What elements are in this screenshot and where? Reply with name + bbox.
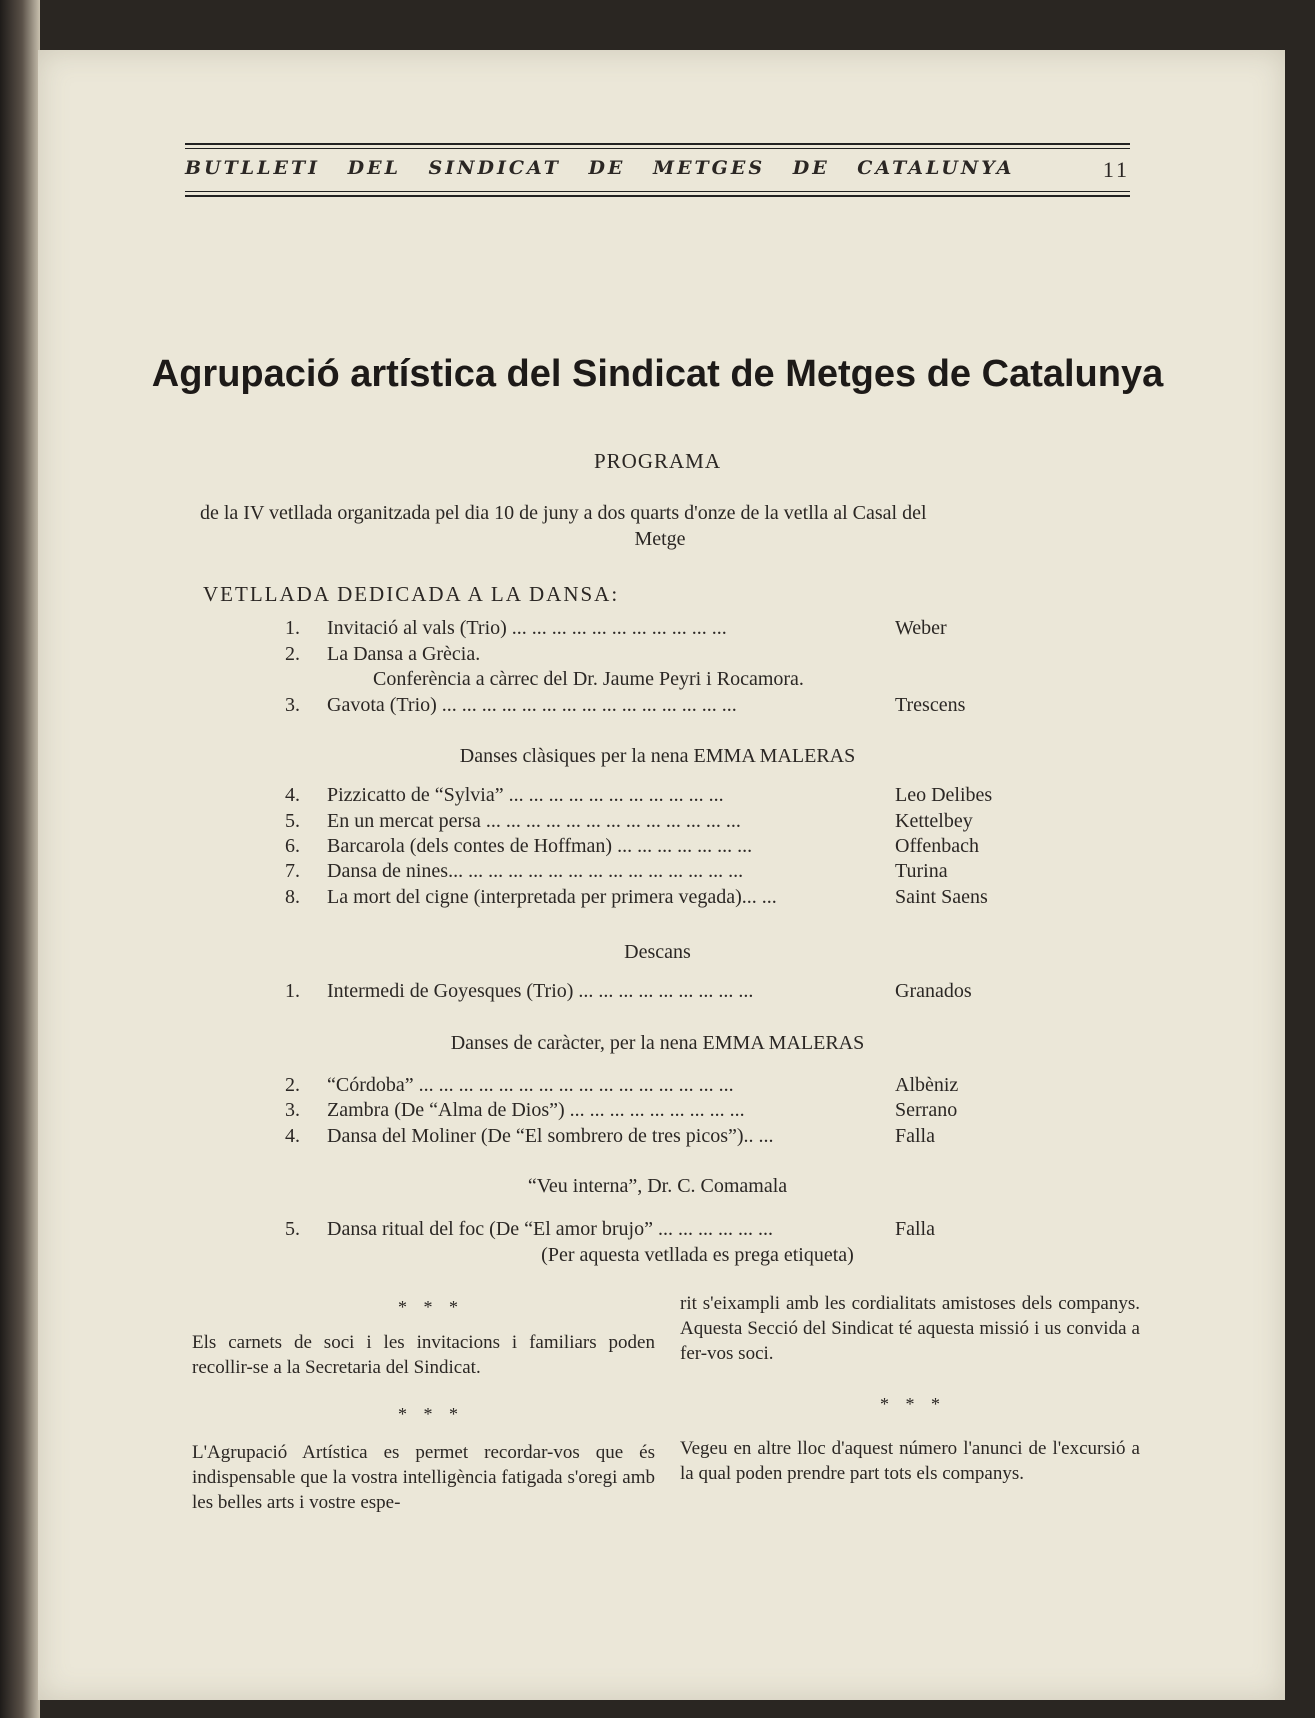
header-top-rule-thin <box>185 148 1130 149</box>
item-number: 2. <box>285 1074 300 1096</box>
item-title: “Córdoba” ... ... ... ... ... ... ... ... ... ... ... ... ... ... ... ... <box>327 1074 734 1096</box>
program-item-note <box>285 668 1045 694</box>
running-header <box>185 157 1130 187</box>
program-item <box>285 784 1045 810</box>
item-number: 4. <box>285 784 300 806</box>
item-title: Zambra (De “Alma de Dios”) ... ... ... ... ... ... ... ... ... <box>327 1099 745 1121</box>
item-title: Pizzicatto de “Sylvia” ... ... ... ... ... ... ... ... ... ... ... <box>327 784 724 806</box>
item-composer: Saint Saens <box>895 886 988 908</box>
item-number: 3. <box>285 1099 300 1121</box>
program-item <box>285 643 1045 669</box>
program-item <box>285 1099 1045 1125</box>
program-item <box>285 860 1045 886</box>
inner-voice-heading: “Veu interna”, Dr. C. Comamala <box>527 1175 788 1197</box>
program-item <box>285 1074 1045 1100</box>
dress-code-note: (Per aquesta vetllada es prega etiqueta) <box>541 1244 854 1266</box>
item-composer: Offenbach <box>895 835 980 857</box>
arts-paragraph: L'Agrupació Artística es permet recordar-vos que és indispensable que la vostra intelligència fatigada s'oregi amb les belles arts i vostre espe- <box>192 1442 655 1513</box>
item-composer: Serrano <box>895 1099 958 1121</box>
arts-paragraph-continued: rit s'eixampli amb les cordialitats amistoses dels companys. Aquesta Secció del Sindicat té aquesta missió i us convida a fer-vos soci. <box>680 1293 1140 1364</box>
item-number: 5. <box>285 1218 300 1240</box>
classic-dances-heading: Danses clàsiques per la nena EMMA MALERAS <box>459 745 856 767</box>
item-composer: Falla <box>895 1218 935 1240</box>
page-number: 11 <box>1102 157 1130 182</box>
item-composer: Kettelbey <box>895 810 973 832</box>
item-composer: Turina <box>895 860 948 882</box>
item-title: Barcarola (dels contes de Hoffman) ... ... ... ... ... ... ... <box>327 835 753 857</box>
item-title: Invitació al vals (Trio) ... ... ... ... ... ... ... ... ... ... ... <box>327 617 727 639</box>
page-title: Agrupació artística del Sindicat de Metges de Catalunya <box>151 353 1164 395</box>
item-title: Conferència a càrrec del Dr. Jaume Peyri i Rocamora. <box>373 668 804 690</box>
item-composer: Granados <box>895 980 972 1002</box>
item-title: Dansa de nines... ... ... ... ... ... ... ... ... ... ... ... ... ... ... <box>327 860 744 882</box>
item-number: 4. <box>285 1125 300 1147</box>
program-item <box>285 617 1045 643</box>
item-title: Intermedi de Goyesques (Trio) ... ... ... ... ... ... ... ... ... <box>327 980 754 1002</box>
item-number: 8. <box>285 886 300 908</box>
item-composer: Falla <box>895 1125 935 1147</box>
item-title: Dansa del Moliner (De “El sombrero de tres picos”).. ... <box>327 1125 774 1147</box>
section-heading: VETLLADA DEDICADA A LA DANSA: <box>203 582 620 606</box>
program-item <box>285 835 1045 861</box>
programa-heading: PROGRAMA <box>593 449 722 473</box>
book-binding-edge <box>0 0 40 1718</box>
section-separator: * * * <box>398 1297 464 1317</box>
item-number: 2. <box>285 643 300 665</box>
event-description-line1: de la IV vetllada organitzada pel dia 10 de juny a dos quarts d'onze de la vetlla al Casal del <box>200 502 927 524</box>
running-title: BUTLLETI DEL SINDICAT DE METGES DE CATALUNYA <box>185 157 1015 179</box>
section-separator: * * * <box>880 1394 946 1414</box>
event-description-line2: Metge <box>634 528 686 550</box>
item-composer: Albèniz <box>895 1074 959 1096</box>
header-bottom-rule-thin <box>185 191 1130 192</box>
program-item <box>285 694 1045 720</box>
item-number: 1. <box>285 617 300 639</box>
item-title: Gavota (Trio) ... ... ... ... ... ... ... ... ... ... ... ... ... ... ... <box>327 694 737 716</box>
character-dances-heading: Danses de caràcter, per la nena EMMA MALERAS <box>450 1032 865 1054</box>
event-description <box>200 500 1120 552</box>
program-item <box>285 810 1045 836</box>
item-title: La Dansa a Grècia. <box>327 643 481 665</box>
excursion-paragraph: Vegeu en altre lloc d'aquest número l'anunci de l'excursió a la qual poden prendre part tots els companys. <box>680 1438 1140 1484</box>
item-number: 7. <box>285 860 300 882</box>
program-item <box>285 1218 1045 1244</box>
header-bottom-rule <box>185 195 1130 197</box>
section-separator: * * * <box>398 1404 464 1424</box>
item-title: La mort del cigne (interpretada per primera vegada)... ... <box>327 886 777 908</box>
membership-paragraph: Els carnets de soci i les invitacions i familiars poden recollir-se a la Secretaria del Sindicat. <box>192 1332 655 1378</box>
intermission-heading: Descans <box>624 941 691 963</box>
item-number: 1. <box>285 980 300 1002</box>
header-top-rule <box>185 143 1130 145</box>
item-title: En un mercat persa ... ... ... ... ... ... ... ... ... ... ... ... ... <box>327 810 741 832</box>
item-composer: Trescens <box>895 694 966 716</box>
program-item <box>285 1125 1045 1151</box>
item-composer: Leo Delibes <box>895 784 993 806</box>
item-number: 5. <box>285 810 300 832</box>
program-item <box>285 980 1045 1006</box>
item-number: 3. <box>285 694 300 716</box>
item-composer: Weber <box>895 617 947 639</box>
program-item <box>285 886 1045 912</box>
item-number: 6. <box>285 835 300 857</box>
item-title: Dansa ritual del foc (De “El amor brujo” ... ... ... ... ... ... <box>327 1218 773 1240</box>
